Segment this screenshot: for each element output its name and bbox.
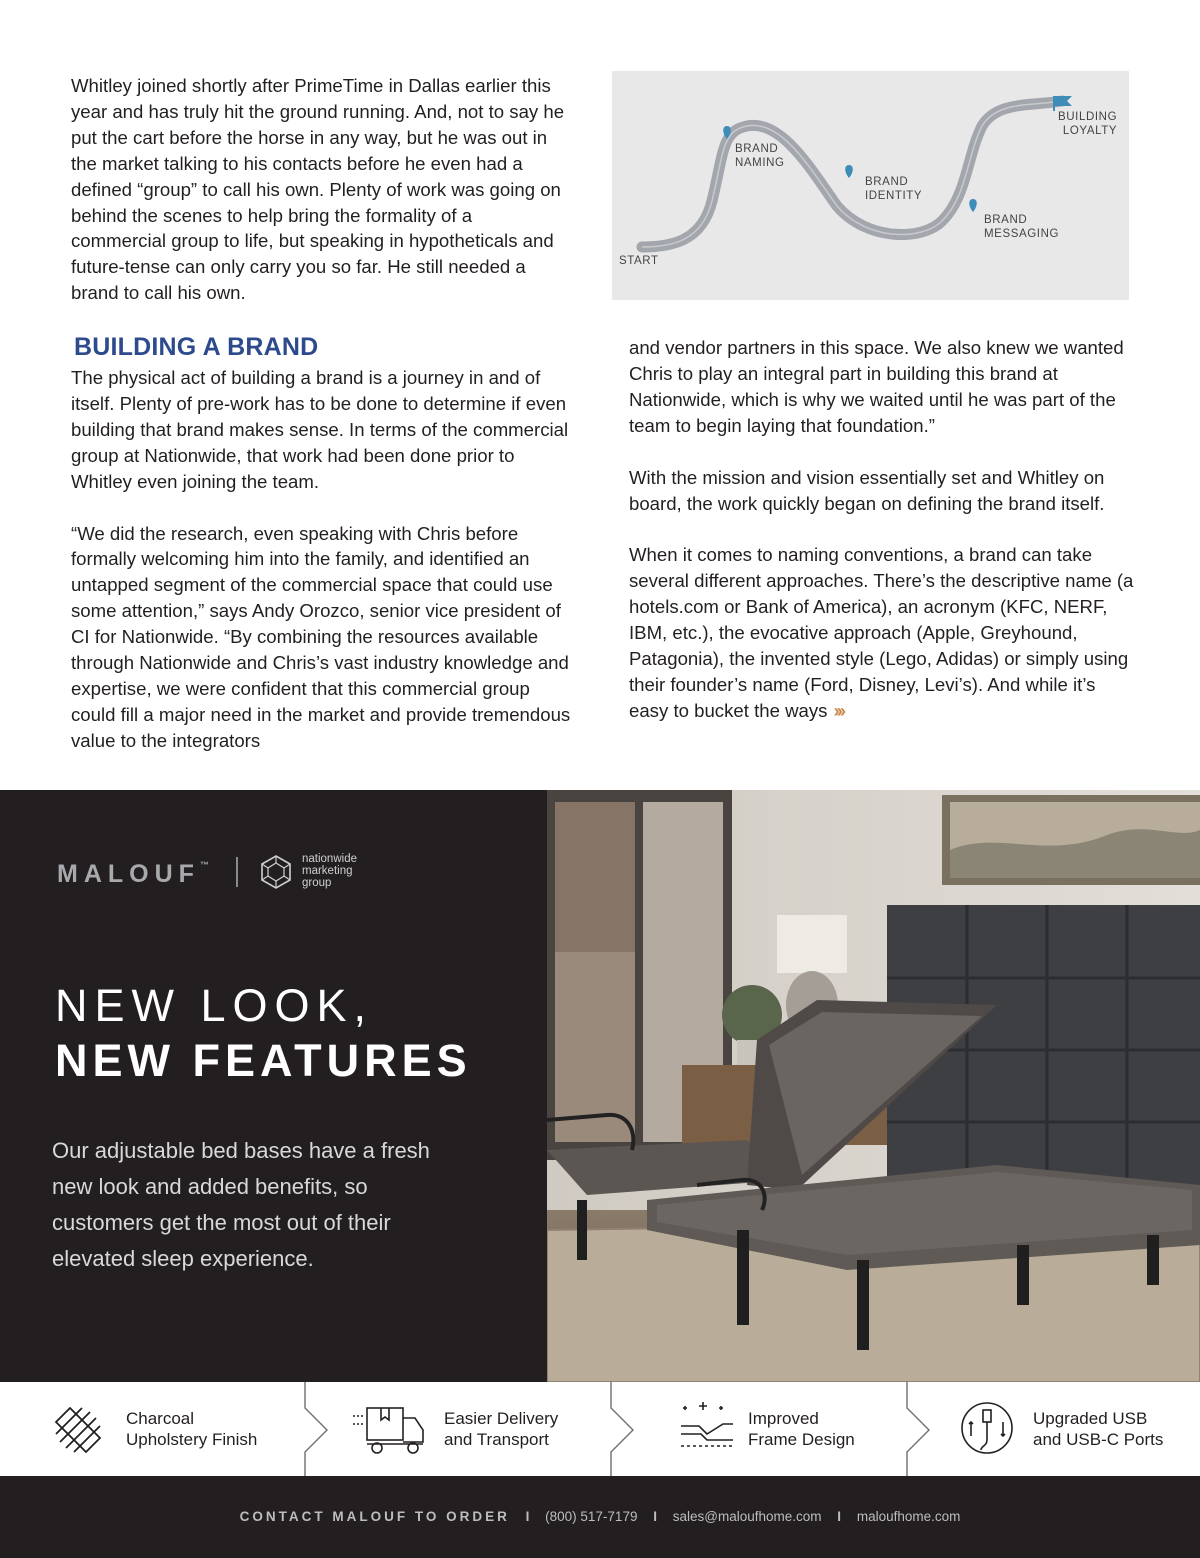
footer-phone[interactable]: (800) 517-7179 bbox=[545, 1509, 638, 1524]
frame-design-icon bbox=[677, 1402, 737, 1454]
footer-website-link[interactable]: maloufhome.com bbox=[856, 1509, 961, 1524]
paragraph: The physical act of building a brand is a journey in and of itself. Plenty of pre-work has to be done to determine if even building that brand makes sense. In terms of the commercial group at Nationwide, that work had been done prior to Whitley even joining the team. bbox=[71, 367, 569, 492]
feature-strip bbox=[0, 1382, 1200, 1476]
article-left-column bbox=[71, 365, 576, 780]
paragraph: and vendor partners in this space. We also knew we wanted Chris to play an integral part in building this brand at Nationwide, which is why we waited until he was part of the team to begin laying that foundation.” bbox=[629, 337, 1124, 436]
malouf-logo: MALOUF™ bbox=[57, 860, 209, 888]
flag-icon bbox=[1054, 96, 1072, 111]
contact-line bbox=[0, 1509, 1200, 1524]
feature-label: Charcoal Upholstery Finish bbox=[126, 1409, 258, 1449]
ad-body-text: Our adjustable bed bases have a fresh new look and added benefits, so customers get the most out of their elevated sleep experience. bbox=[52, 1138, 430, 1271]
usb-icon bbox=[959, 1400, 1015, 1456]
continue-arrows-icon: ››› bbox=[833, 699, 844, 721]
lamp-shade bbox=[777, 915, 847, 973]
chevron-divider-icon bbox=[297, 1382, 331, 1476]
feature-label: Easier Delivery and Transport bbox=[444, 1409, 559, 1449]
feature-label: Upgraded USB and USB-C Ports bbox=[1033, 1409, 1164, 1449]
nationwide-logo-text: nationwide marketing group bbox=[302, 853, 357, 889]
roadmap-messaging-label: BRAND MESSAGING bbox=[984, 214, 1060, 240]
brand-roadmap-diagram bbox=[612, 71, 1129, 300]
footer-separator: I bbox=[653, 1509, 657, 1524]
ad-headline-line2: NEW FEATURES bbox=[55, 1035, 472, 1086]
chevron-divider-icon bbox=[899, 1382, 933, 1476]
ad-headline-line1: NEW LOOK, bbox=[55, 980, 374, 1031]
logo-divider bbox=[236, 857, 238, 887]
feature-label: Improved Frame Design bbox=[748, 1409, 855, 1449]
paragraph: “We did the research, even speaking with Chris before formally welcoming him into the family, and identified an untapped segment of the commercial space that could use some attention,” says Andy Orozco, senior vice president of CI for Nationwide. “By combining the resources available through Nationwide and Chris’s vast industry knowledge and expertise, we were confident that this commercial group could fill a major need in the market and provide tremendous value to the integrators bbox=[71, 522, 571, 751]
footer-separator: I bbox=[837, 1509, 842, 1524]
pin-identity bbox=[845, 165, 853, 178]
roadmap-loyalty-label: BUILDING LOYALTY bbox=[1058, 111, 1118, 137]
section-heading: BUILDING A BRAND bbox=[74, 333, 319, 361]
paragraph-continued: When it comes to naming conventions, a brand can take several different approaches. There’s the descriptive name (a hotels.com or Bank of America), an acronym (KFC, NERF, IBM, etc.), the evocative approach (Apple, Greyhound, Patagonia), the invented style (Lego, Adidas) or simply using their founder’s name (Ford, Disney, Levi’s). And while it’s easy to bucket the ways ››› bbox=[629, 544, 1134, 721]
feature-item bbox=[611, 1382, 911, 1476]
feature-item bbox=[0, 1382, 305, 1476]
feature-item bbox=[937, 1382, 1200, 1476]
adjustable-bed-illustration bbox=[547, 790, 1200, 1382]
pin-messaging bbox=[969, 199, 977, 212]
feature-item bbox=[331, 1382, 611, 1476]
malouf-advertisement bbox=[0, 790, 1200, 1382]
delivery-truck-icon bbox=[351, 1404, 425, 1456]
roadmap-identity-label: BRAND IDENTITY bbox=[865, 176, 923, 202]
article-right-column bbox=[629, 335, 1134, 750]
nationwide-logo-icon bbox=[259, 854, 293, 890]
bedroom-photo bbox=[547, 790, 1200, 1382]
footer-separator: I bbox=[525, 1509, 530, 1524]
roadmap-start-label: START bbox=[619, 255, 659, 267]
paragraph: With the mission and vision essentially set and Whitley on board, the work quickly began on defining the brand itself. bbox=[629, 466, 1105, 514]
upholstery-icon bbox=[52, 1404, 104, 1456]
footer-email-link[interactable]: sales@maloufhome.com bbox=[672, 1509, 822, 1524]
footer-lead: CONTACT MALOUF TO ORDER bbox=[239, 1509, 510, 1524]
roadmap-naming-label: BRAND NAMING bbox=[735, 143, 785, 169]
article-intro bbox=[71, 73, 571, 332]
intro-paragraph: Whitley joined shortly after PrimeTime in Dallas earlier this year and has truly hit the ground running. And, not to say he put the cart before the horse in any way, but he was out in the market talking to his contacts before he even had a defined “group” to call his own. Plenty of work was going on behind the scenes to help bring the formality of a commercial group to life, but speaking in hypotheticals and future-tense can only carry you so far. He still needed a brand to call his own. bbox=[71, 75, 565, 304]
ad-text-panel bbox=[0, 790, 547, 1382]
contact-footer bbox=[0, 1476, 1200, 1558]
